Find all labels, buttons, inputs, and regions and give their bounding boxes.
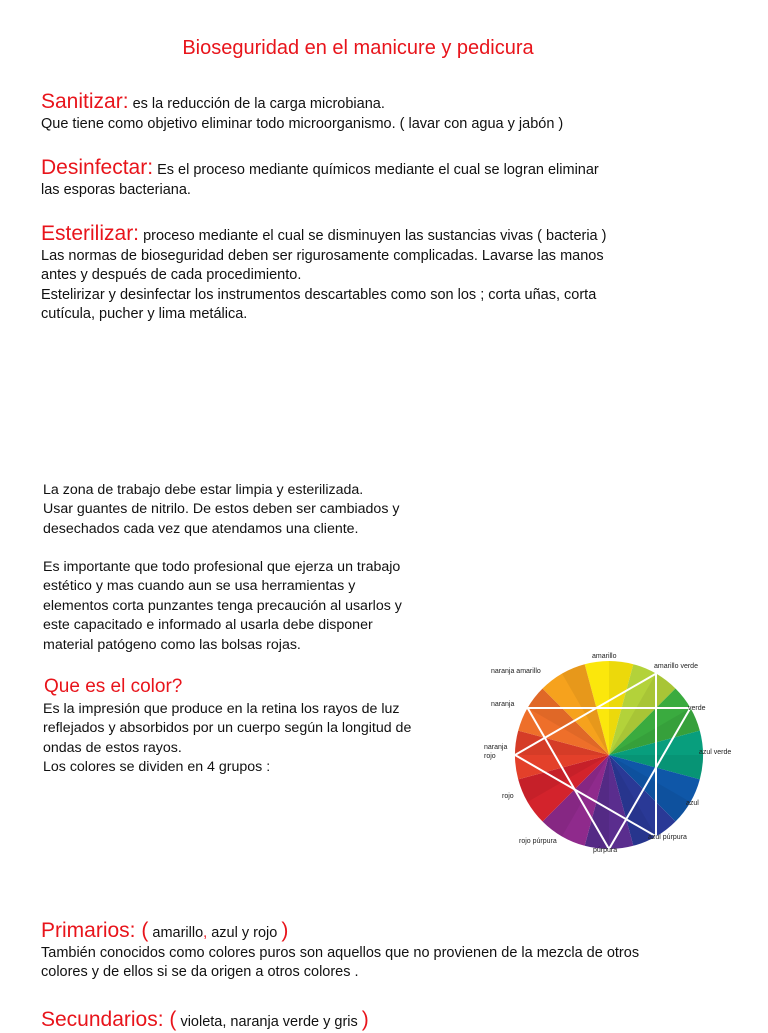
secundarios-list: violeta, naranja verde y gris xyxy=(180,1014,358,1030)
esterilizar-line: antes y después de cada procedimiento. xyxy=(41,267,302,284)
desinfectar-term: Desinfectar: xyxy=(41,156,154,179)
zona-line: La zona de trabajo debe estar limpia y esterilizada. xyxy=(43,482,364,498)
secundarios-term: Secundarios: ( xyxy=(41,1008,177,1031)
label-rojo-purpura: rojo púrpura xyxy=(519,838,557,845)
label-naranja-rojo: naranja xyxy=(484,744,508,751)
importante-line: material patógeno como las bolsas rojas. xyxy=(43,636,301,653)
sanitizar-term: Sanitizar: xyxy=(41,90,129,113)
primarios-list-b: azul y rojo xyxy=(211,925,278,941)
color-line: reflejados y absorbidos por un cuerpo según la longitud de xyxy=(43,720,412,737)
label-naranja-amarillo: naranja amarillo xyxy=(491,668,541,675)
page-title: Bioseguridad en el manicure y pedicura xyxy=(182,37,534,59)
importante-line: elementos corta punzantes tenga precaución al usarlos y xyxy=(43,597,402,614)
zona-paragraph xyxy=(43,481,463,539)
primarios-section xyxy=(41,921,731,983)
color-wheel-sectors xyxy=(515,661,703,849)
desinfectar-line: las esporas bacteriana. xyxy=(41,181,191,198)
desinfectar-section xyxy=(41,158,681,200)
label-naranja-rojo-2: rojo xyxy=(484,753,496,760)
primarios-line: colores y de ellos si se da origen a otros colores . xyxy=(41,964,359,981)
label-azul-verde: azul verde xyxy=(699,749,732,756)
color-heading: Que es el color? xyxy=(44,676,183,697)
primarios-line: También conocidos como colores puros son aquellos que no provienen de la mezcla de otros xyxy=(41,944,640,961)
label-azul-purpura: azul púrpura xyxy=(648,834,687,841)
secundarios-close: ) xyxy=(361,1008,369,1031)
label-purpura: púrpura xyxy=(593,847,618,854)
color-line: Es la impresión que produce en la retina los rayos de luz xyxy=(43,701,400,717)
importante-line: estético y mas cuando aun se usa herramientas y xyxy=(43,578,356,595)
sanitizar-line: Que tiene como objetivo eliminar todo microorganismo. ( lavar con agua y jabón ) xyxy=(41,115,564,132)
label-azul: azul xyxy=(686,800,699,807)
esterilizar-section xyxy=(41,224,701,325)
sanitizar-section xyxy=(41,92,681,134)
esterilizar-line: cutícula, pucher y lima metálica. xyxy=(41,306,248,323)
importante-paragraph xyxy=(43,558,463,655)
secundarios-section xyxy=(41,1010,681,1033)
color-line: ondas de estos rayos. xyxy=(43,739,182,756)
importante-line: Es importante que todo profesional que ejerza un trabajo xyxy=(43,559,401,575)
color-line: Los colores se dividen en 4 grupos : xyxy=(43,759,271,776)
label-amarillo: amarillo xyxy=(592,653,617,660)
zona-line: Usar guantes de nitrilo. De estos deben ser cambiados y xyxy=(43,501,400,518)
esterilizar-definition: proceso mediante el cual se disminuyen las sustancias vivas ( bacteria ) xyxy=(143,228,607,244)
esterilizar-term: Esterilizar: xyxy=(41,222,140,245)
primarios-list-a: amarillo xyxy=(152,925,204,941)
sanitizar-definition: es la reducción de la carga microbiana. xyxy=(132,96,385,112)
color-paragraph xyxy=(43,700,473,778)
importante-line: este capacitado e informado al usarla debe disponer xyxy=(43,617,373,634)
primarios-close: ) xyxy=(281,919,289,942)
label-verde: verde xyxy=(688,705,706,712)
color-wheel xyxy=(474,648,746,860)
desinfectar-definition: Es el proceso mediante químicos mediante el cual se logran eliminar xyxy=(157,162,599,178)
label-amarillo-verde: amarillo verde xyxy=(654,663,698,670)
zona-line: desechados cada vez que atendamos una cliente. xyxy=(43,520,359,537)
esterilizar-line: Las normas de bioseguridad deben ser rigurosamente complicadas. Lavarse las manos xyxy=(41,247,604,264)
esterilizar-line: Estelirizar y desinfectar los instrumentos descartables como son los ; corta uñas, corta xyxy=(41,286,597,303)
primarios-term: Primarios: ( xyxy=(41,919,149,942)
label-naranja: naranja xyxy=(491,701,515,708)
label-rojo: rojo xyxy=(502,793,514,800)
primarios-comma: , xyxy=(203,925,208,941)
